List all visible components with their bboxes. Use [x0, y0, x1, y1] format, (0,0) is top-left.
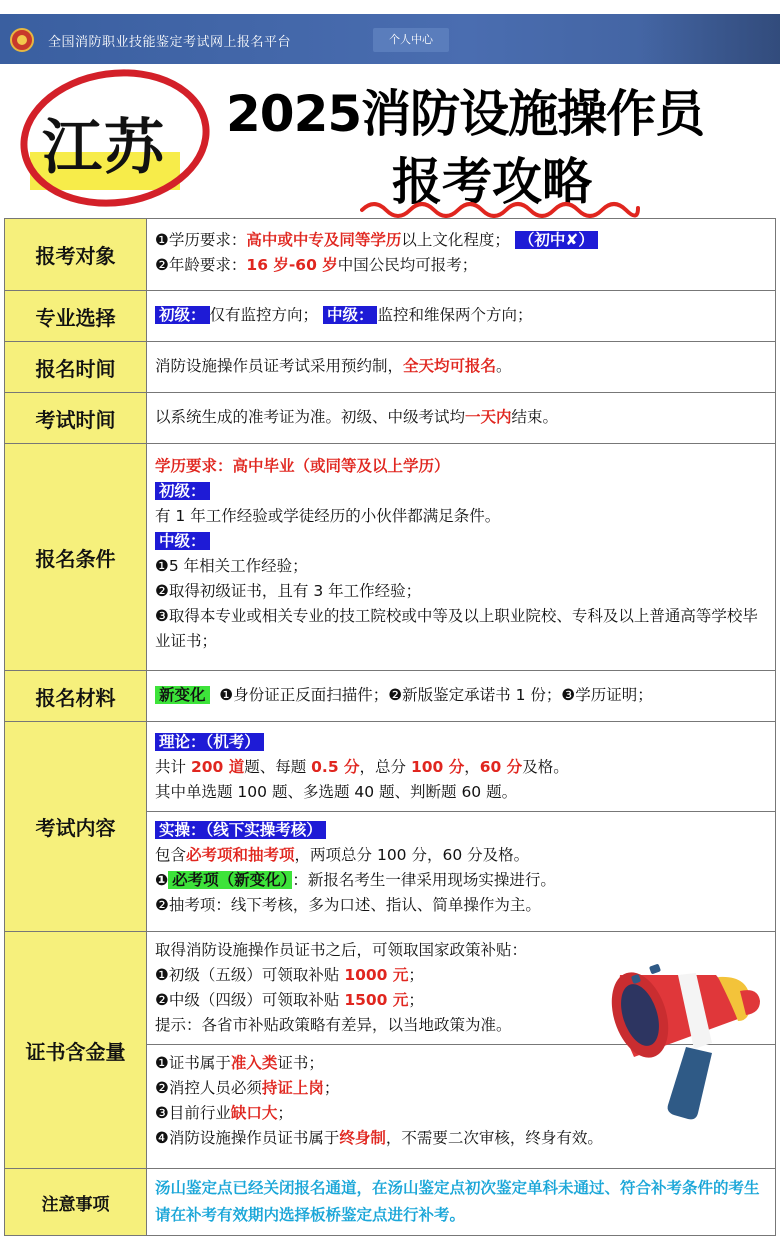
text: ，: [464, 758, 480, 776]
table-row: [5, 444, 775, 671]
highlight-text: 持证上岗: [261, 1079, 324, 1097]
tag-badge: 中级：: [323, 306, 378, 324]
subsidy-tip: 提示：各省市补贴政策略有差异，以当地政策为准。: [155, 1016, 512, 1034]
text: ❶: [155, 871, 169, 889]
major-options: [155, 303, 767, 328]
highlight-text: 准入类: [230, 1054, 278, 1072]
page-title-line1: 2025消防设施操作员: [226, 85, 705, 143]
highlight-text: 16 岁-60 岁: [246, 256, 338, 274]
table-row: [5, 671, 775, 722]
highlight-text: 终身制: [339, 1129, 386, 1147]
text: 仅有监控方向；: [209, 306, 319, 324]
highlight-text: 全天均可报名: [403, 357, 497, 375]
row-label: 证书含金量: [5, 932, 147, 1168]
middle-condition-2: ❷取得初级证书，且有 3 年工作经验；: [155, 582, 422, 600]
age-requirement: [155, 253, 767, 278]
table-row: [5, 393, 775, 444]
region-badge: [14, 70, 214, 208]
row-content: [147, 444, 775, 670]
practice-required-item: [155, 868, 767, 893]
text: ❷消控人员必须: [155, 1079, 262, 1097]
text: ：新报名考生一律采用现场实操进行。: [292, 871, 556, 889]
theory-block: [155, 730, 767, 805]
text: 以上文化程度；: [401, 231, 510, 249]
row-label: 报名时间: [5, 342, 147, 392]
row-content: [147, 342, 775, 392]
text: ；: [277, 1104, 293, 1122]
text: ，两项总分 100 分，60 分及格。: [294, 846, 530, 864]
row-content: [147, 219, 775, 290]
row-content: [147, 393, 775, 443]
text: 及格。: [522, 758, 569, 776]
table-row: [5, 1169, 775, 1235]
tag-badge: 新变化: [155, 686, 210, 704]
row-content: [147, 1169, 775, 1235]
education-condition: 学历要求：高中毕业（或同等及以上学历）: [155, 457, 450, 475]
highlight-text: 缺口大: [230, 1104, 278, 1122]
text: 结束。: [511, 408, 559, 426]
tag-badge: 理论：（机考）: [155, 733, 264, 751]
region-text: 江苏: [42, 113, 166, 183]
tag-badge: 中级：: [155, 532, 210, 550]
text: ❹消防设施操作员证书属于: [155, 1129, 340, 1147]
row-label: 考试时间: [5, 393, 147, 443]
middle-condition-3: ❸取得本专业或相关专业的技工院校或中等及以上职业院校、专科及以上普通高等学校毕业证书；: [155, 607, 758, 650]
table-row: [5, 291, 775, 342]
theory-question-types: 其中单选题 100 题、多选题 40 题、判断题 60 题。: [155, 783, 518, 801]
text: 包含: [155, 846, 187, 864]
text: ，总分: [359, 758, 411, 776]
table-row: [5, 722, 775, 932]
practice-block: [147, 811, 775, 918]
education-requirement: [155, 228, 767, 253]
highlight-text: 1000 元: [344, 966, 409, 984]
middle-condition-1: ❶5 年相关工作经验；: [155, 557, 308, 575]
highlight-text: 必考项和抽考项: [186, 846, 295, 864]
tag-badge: （初中✘）: [515, 231, 598, 249]
highlight-text: 高中或中专及同等学历: [246, 231, 402, 249]
practice-random-item: ❷抽考项：线下考核，多为口述、指认、简单操作为主。: [155, 896, 541, 914]
fire-emblem-icon: [10, 28, 34, 52]
text: ❶学历要求：: [155, 231, 247, 249]
practice-score-text: [155, 843, 767, 868]
text: ❶证书属于: [155, 1054, 231, 1072]
table-row: [5, 219, 775, 291]
text: ；: [408, 991, 424, 1009]
highlight-text: 60 分: [479, 758, 523, 776]
row-label: 报名材料: [5, 671, 147, 721]
highlight-text: 1500 元: [344, 991, 409, 1009]
row-content: [147, 722, 775, 931]
text: ；: [323, 1079, 340, 1097]
subsidy-intro: 取得消防设施操作员证书之后，可领取国家政策补贴：: [155, 941, 528, 959]
text: 以系统生成的准考证为准。初级、中级考试均: [155, 408, 466, 426]
tag-badge: 初级：: [155, 306, 210, 324]
text: 题、每题: [244, 758, 312, 776]
megaphone-icon: [600, 935, 770, 1125]
highlight-text: 100 分: [410, 758, 465, 776]
text: 共计: [155, 758, 191, 776]
text: 监控和维保两个方向；: [377, 306, 533, 324]
row-content: [147, 291, 775, 341]
tag-badge: 初级：: [155, 482, 210, 500]
exam-time-text: [155, 405, 767, 430]
row-label: 注意事项: [5, 1169, 147, 1235]
row-label: 专业选择: [5, 291, 147, 341]
highlight-text: 200 道: [190, 758, 245, 776]
topbar-decoration: [640, 14, 780, 64]
text: ❸目前行业: [155, 1104, 231, 1122]
row-label: 报考对象: [5, 219, 147, 290]
highlight-text: 0.5 分: [311, 758, 360, 776]
row-label: 考试内容: [5, 722, 147, 931]
wavy-underline-icon: [360, 196, 640, 220]
table-row: [5, 342, 775, 393]
text: 消防设施操作员证考试采用预约制，: [155, 357, 404, 375]
text: ❷年龄要求：: [155, 256, 247, 274]
theory-score-text: [155, 755, 767, 780]
notice-text: 汤山鉴定点已经关闭报名通道，在汤山鉴定点初次鉴定单科未通过、符合补考条件的考生请在补考有效期内选择板桥鉴定点进行补考。: [155, 1179, 760, 1224]
page-title-line2: 报考攻略: [392, 153, 592, 211]
text: 中国公民均可报考；: [337, 256, 478, 274]
row-label: 报名条件: [5, 444, 147, 670]
primary-condition: 有 1 年工作经验或学徒经历的小伙伴都满足条件。: [155, 507, 501, 525]
tag-badge: 实操：（线下实操考核）: [155, 821, 326, 839]
text: ❶初级（五级）可领取补贴: [155, 966, 345, 984]
text: ❶身份证正反面扫描件；❷新版鉴定承诺书 1 份；❸学历证明；: [219, 686, 653, 704]
materials-text: [155, 683, 767, 708]
highlight-text: 一天内: [465, 408, 512, 426]
top-nav-bar: [0, 14, 780, 64]
personal-center-button[interactable]: 个人中心: [373, 28, 449, 52]
text: ；: [408, 966, 424, 984]
text: 。: [496, 357, 512, 375]
row-content: [147, 671, 775, 721]
text: ，不需要二次审核，终身有效。: [385, 1129, 603, 1147]
text: 证书；: [277, 1054, 324, 1072]
text: ❷中级（四级）可领取补贴: [155, 991, 345, 1009]
site-name[interactable]: 全国消防职业技能鉴定考试网上报名平台: [48, 35, 292, 50]
signup-time-text: [155, 354, 767, 379]
tag-badge: 必考项（新变化）: [168, 871, 292, 889]
value-item-4: [155, 1126, 767, 1151]
